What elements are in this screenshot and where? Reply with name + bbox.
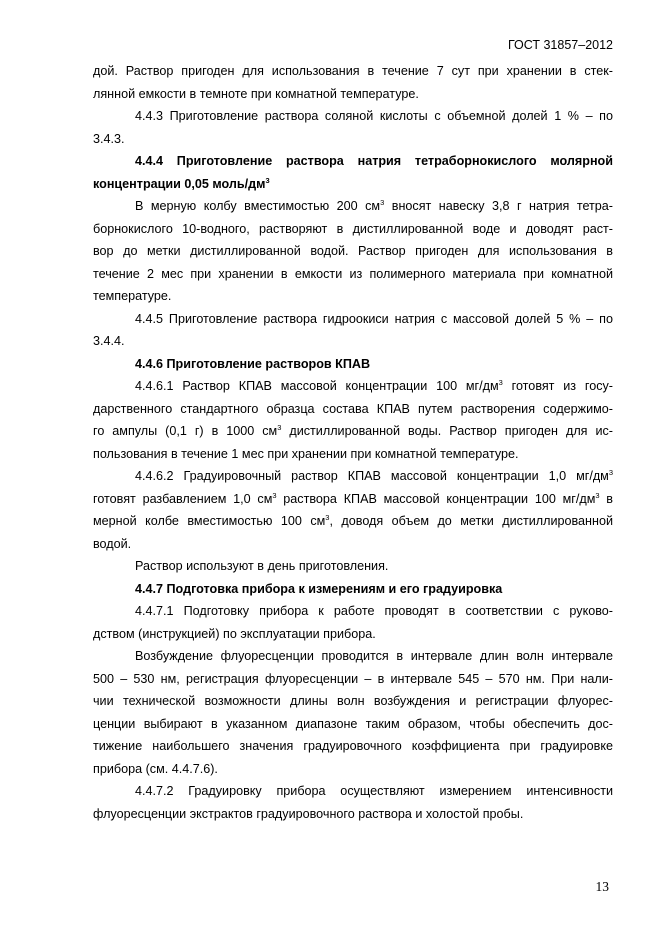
text-run: пользования в течение 1 мес при хранении при комнатной температуре.	[93, 446, 519, 461]
text-run: течение 2 мес при хранении в емкости из полимерного материала при комнатной	[93, 266, 613, 281]
text-line	[93, 623, 613, 646]
text-line	[93, 713, 613, 736]
text-run: дой. Раствор пригоден для использования в течение 7 сут при хранении в стек-	[93, 64, 613, 78]
text-run: 4.4.4 Приготовление раствора натрия тетраборнокислого молярной	[135, 154, 613, 168]
text-run: вор до метки дистиллированной водой. Раствор пригоден для использования в	[93, 244, 613, 258]
text-line	[93, 735, 613, 758]
text-run: 4.4.7.1 Подготовку прибора к работе проводят в соответствии с руково-	[135, 604, 613, 618]
text-run: 4.4.7.2 Градуировку прибора осуществляют измерением интенсивности	[135, 784, 613, 798]
text-line	[93, 105, 613, 128]
superscript: 3	[325, 513, 330, 522]
text-line	[93, 420, 613, 443]
text-run: ценции выбирают в указанном диапазоне таким образом, чтобы обеспечить дос-	[93, 716, 613, 731]
text-line	[93, 83, 613, 106]
text-line	[93, 173, 613, 196]
text-line	[93, 128, 613, 151]
text-run: 4.4.3 Приготовление раствора соляной кислоты с объемной долей 1 % – по	[135, 109, 613, 123]
text-line	[93, 465, 613, 488]
text-run: мерной колбе вместимостью 100 см	[93, 514, 326, 528]
text-run: го ампулы (0,1 г) в 1000 см	[93, 424, 278, 438]
text-line	[93, 555, 613, 578]
text-line	[93, 443, 613, 466]
text-run: дарственного стандартного образца состава КПАВ путем растворения содержимо-	[93, 401, 613, 416]
text-run: температуре.	[93, 289, 172, 303]
page-number: 13	[595, 879, 609, 894]
superscript: 3	[265, 175, 270, 185]
text-line	[93, 60, 613, 83]
text-run: водой.	[93, 536, 132, 551]
text-line	[93, 240, 613, 263]
page-header-doc-id: ГОСТ 31857–2012	[507, 38, 613, 52]
text-run: готовят из госу-	[502, 379, 613, 393]
superscript: 3	[498, 378, 503, 387]
text-line	[93, 308, 613, 331]
text-run: 4.4.6 Приготовление растворов КПАВ	[135, 356, 371, 371]
text-run: 3.4.4.	[93, 334, 125, 348]
text-line	[93, 510, 613, 533]
text-line	[93, 195, 613, 218]
document-body	[93, 60, 613, 825]
text-run: борнокислого 10-водного, растворяют в дистиллированной воде и доводят раст-	[93, 221, 613, 236]
text-line	[93, 578, 613, 601]
text-line	[93, 645, 613, 668]
text-line	[93, 668, 613, 691]
superscript: 3	[595, 490, 600, 500]
text-line	[93, 758, 613, 781]
superscript: 3	[380, 198, 385, 207]
text-line	[93, 488, 613, 511]
text-line	[93, 803, 613, 826]
text-run: раствора КПАВ массовой концентрации 100 мг/дм	[276, 491, 596, 506]
text-line	[93, 375, 613, 398]
text-line	[93, 285, 613, 308]
superscript: 3	[272, 490, 277, 500]
text-line	[93, 398, 613, 421]
text-run: концентрации 0,05 моль/дм	[93, 176, 266, 191]
text-run: лянной емкости в темноте при комнатной температуре.	[93, 86, 419, 101]
text-run: в	[599, 491, 613, 506]
text-run: тижение наибольшего значения градуировочного коэффициента при градуировке	[93, 739, 613, 753]
text-run: дством (инструкцией) по эксплуатации прибора.	[93, 626, 376, 641]
text-run: 4.4.6.2 Градуировочный раствор КПАВ массовой концентрации 1,0 мг/дм	[135, 469, 609, 483]
text-line	[93, 263, 613, 286]
text-line	[93, 533, 613, 556]
text-run: вносят навеску 3,8 г натрия тетра-	[384, 199, 613, 213]
text-run: Возбуждение флуоресценции проводится в интервале длин волн интервале	[135, 649, 613, 663]
text-run: 3.4.3.	[93, 131, 125, 146]
text-run: чии технической возможности длины волн возбуждения и регистрации флуорес-	[93, 694, 613, 708]
text-line	[93, 353, 613, 376]
text-line	[93, 600, 613, 623]
superscript: 3	[608, 468, 613, 477]
text-line	[93, 150, 613, 173]
text-run: 4.4.6.1 Раствор КПАВ массовой концентрации 100 мг/дм	[135, 379, 499, 393]
text-line	[93, 780, 613, 803]
text-run: В мерную колбу вместимостью 200 см	[135, 199, 381, 213]
text-run: Раствор используют в день приготовления.	[135, 559, 389, 573]
text-run: , доводя объем до метки дистиллированной	[329, 514, 613, 528]
text-run: прибора (см. 4.4.7.6).	[93, 761, 218, 776]
text-run: готовят разбавлением 1,0 см	[93, 491, 273, 506]
text-run: дистиллированной воды. Раствор пригоден для ис-	[281, 424, 613, 438]
text-line	[93, 218, 613, 241]
text-line	[93, 690, 613, 713]
text-run: флуоресценции экстрактов градуировочного раствора и холостой пробы.	[93, 806, 524, 821]
text-run: 4.4.7 Подготовка прибора к измерениям и его градуировка	[135, 581, 503, 596]
text-line	[93, 330, 613, 353]
text-run: 4.4.5 Приготовление раствора гидроокиси натрия с массовой долей 5 % – по	[135, 311, 613, 326]
text-run: 500 – 530 нм, регистрация флуоресценции – в интервале 545 – 570 нм. При нали-	[93, 671, 613, 686]
superscript: 3	[277, 423, 282, 432]
